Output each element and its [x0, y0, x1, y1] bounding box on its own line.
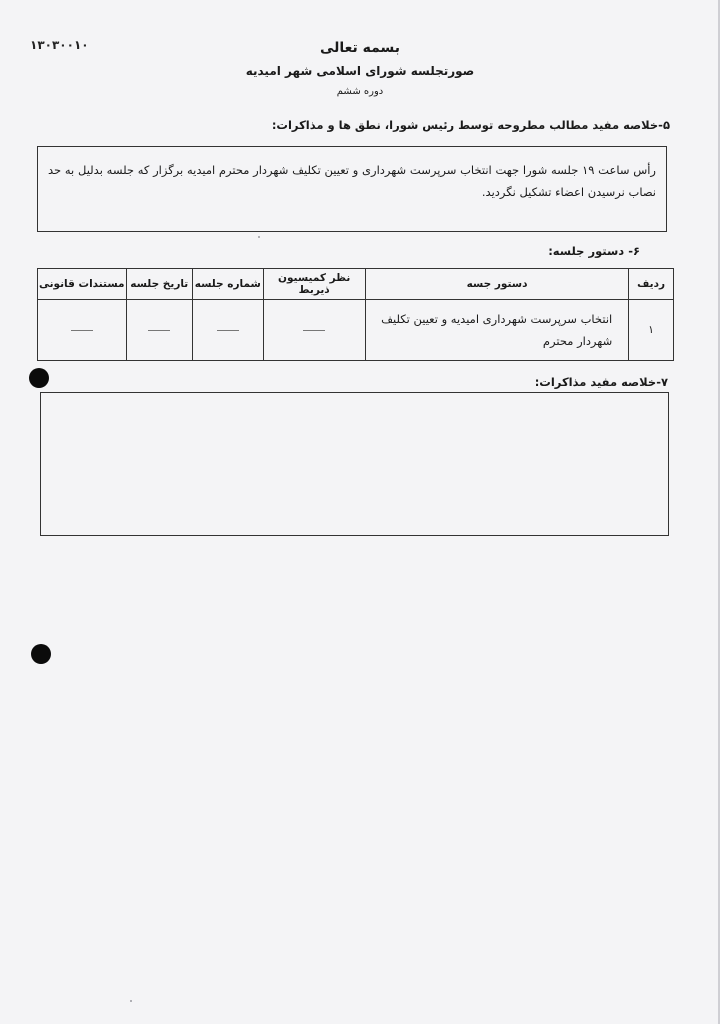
term-subtitle: دوره ششم [336, 86, 384, 97]
cell-row-number: ۱ [629, 300, 674, 361]
empty-dash [71, 330, 93, 331]
header-agenda: دستور جسه [365, 269, 628, 300]
section6-title: ۶- دستور جلسه: [548, 244, 640, 258]
header-session-date: تاریخ جلسه [126, 269, 193, 300]
empty-dash [148, 330, 170, 331]
agenda-table [37, 268, 674, 361]
basmala-heading: بسمه تعالی [319, 40, 401, 56]
section7-title: ۷-خلاصه مفید مذاکرات: [534, 375, 668, 389]
section7-box [40, 392, 669, 536]
section5-box [37, 146, 667, 232]
header-legal-documents: مستندات قانونی [38, 269, 127, 300]
header-session-number: شماره جلسه [193, 269, 264, 300]
empty-dash [217, 330, 239, 331]
agenda-table-header [38, 269, 674, 300]
paper-speck [130, 1000, 132, 1002]
cell-committee [263, 300, 365, 361]
paper-speck [258, 236, 260, 238]
header-row-number: ردیف [629, 269, 674, 300]
document-number: ۱۳۰۳۰۰۱۰ [30, 38, 89, 52]
table-row [38, 300, 674, 361]
cell-legal-documents [38, 300, 127, 361]
document-title: صورتجلسه شورای اسلامی شهر امیدیه [245, 64, 475, 78]
section5-body: رأس ساعت ۱۹ جلسه شورا جهت انتخاب سرپرست شهرداری و تعیین تکلیف شهردار محترم امیدیه برگزار که جلسه بدلیل به حد نصاب نرسیدن اعضاء تشکیل نگردید. [48, 163, 656, 199]
cell-session-number [193, 300, 264, 361]
section5-title: ۵-خلاصه مفید مطالب مطروحه توسط رئیس شورا، نطق ها و مذاکرات: [271, 118, 670, 132]
punch-hole [31, 644, 51, 664]
header-committee: نظر کمیسیون ذیربط [263, 269, 365, 300]
empty-dash [303, 330, 325, 331]
cell-agenda: انتخاب سرپرست شهرداری امیدیه و تعیین تکلیف شهردار محترم [365, 300, 628, 361]
punch-hole [29, 368, 49, 388]
cell-session-date [126, 300, 193, 361]
